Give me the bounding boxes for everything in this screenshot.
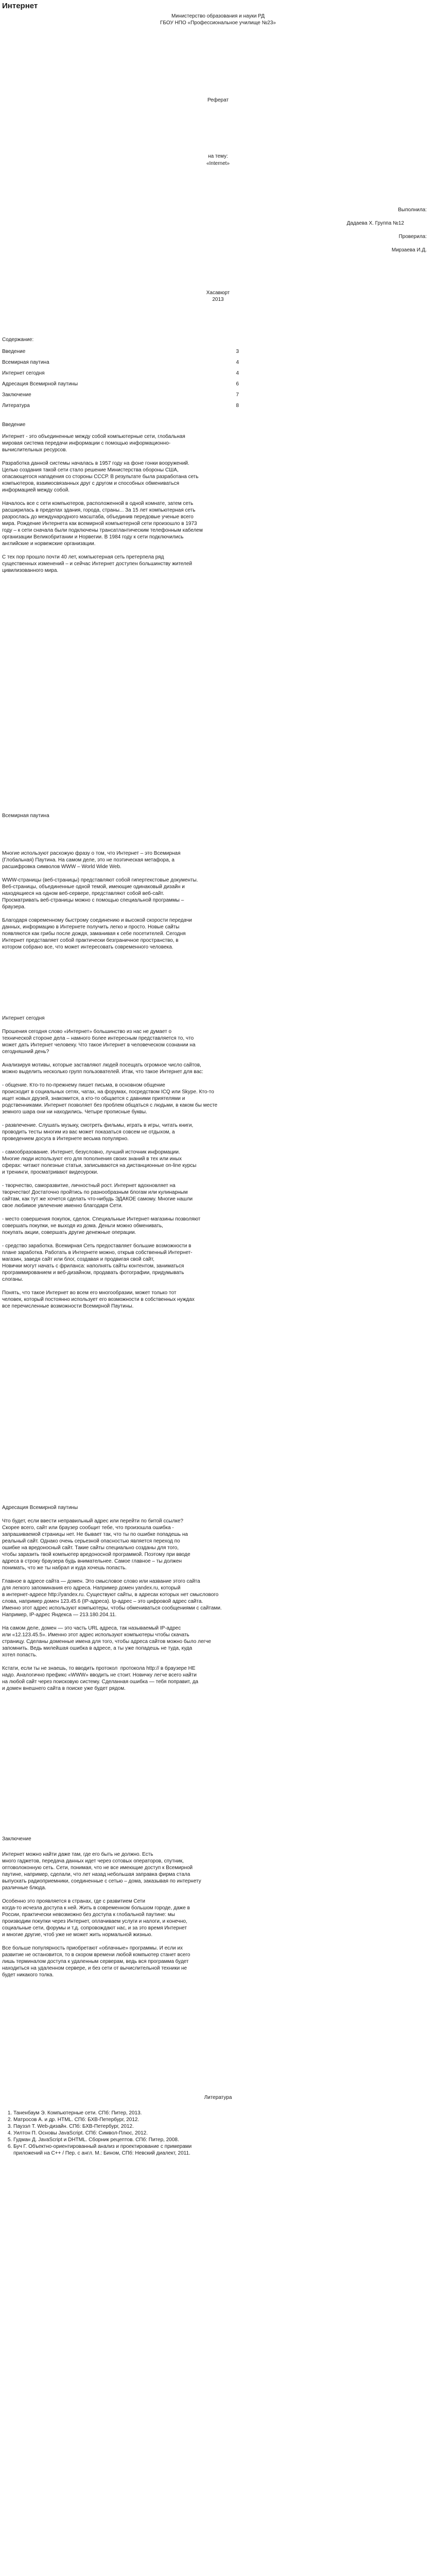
toc-item[interactable]: Адресация Всемирной паутины 6: [2, 381, 239, 387]
paragraph: Началось все с сети компьютеров, расположенной в одной комнате, затем сеть расширилась в пределах здания, города, страны... За 15 лет компьютерная сеть разрослась до международного масштаба, объединив передовые ученые всего мира. Рождение Интернета как всемирной компьютерной сети произошло в 1973 году – к сети сначала были подключены трансатлантическим телефонным кабелем организации Великобритании и Норвегии. В 1984 году к сети подключились английские и норвежские организации.: [2, 501, 203, 547]
document-title: Интернет: [2, 2, 38, 10]
addressing-body: [2, 1518, 419, 1699]
paragraph: Интернет можно найти даже там, где его быть не должно. Есть много гаджетов, передача данных идет через сотовых операторов, спутник, оптоволоконную сеть. Сети, понимая, что не все имеющие доступ к Всемирной паутине, например, сделали, что лет назад небольшая заправка фирма стала выпускать радиоприемники, соединенные с сетью – дома, заказывая по интернету различные блюда.: [2, 1852, 201, 1891]
paragraph: Благодаря современному быстрому соединению и высокой скорости передачи данных, информацию в Интернете получить легко и просто. Новые сайты появляются как грибы после дождя, заманивая к себе посетителей. Сегодня Интернет представляет собой практически безграничное пространство, в котором собрано все, что может интересовать современного человека.: [2, 918, 192, 950]
toc-item[interactable]: Всемирная паутина 4: [2, 360, 239, 365]
checked-label: Проверила:: [398, 234, 427, 240]
references-list: [2, 2110, 419, 2157]
reference-item: 3. Паузэл Т. Web-дизайн. СПб: БХВ-Петербург, 2012.: [13, 2123, 419, 2130]
paragraph: - творчество, саморазвитие, личностный рост. Интернет вдохновляет на творчество! Достаточно пройтись по разнообразным блогам или кулинарным сайтам, как тут же хочется сделать что-нибудь ЭДАКОЕ самому. Многие нашли свое любимое увлечение именно благодаря Сети.: [2, 1183, 193, 1209]
table-of-contents: [2, 348, 239, 413]
paragraph: Кстати, если ты не знаешь, то вводить протокол протокола http:// в браузере НЕ надо. Аналогично префикс «WWW» вводить не стоит. Новичку легче всего найти на любой сайт через поисковую систему. Сделанная ошибка — тебя поправит, да и домен внешнего сайта в поиске уже будет рядом.: [2, 1666, 199, 1691]
section-heading-conclusion: Заключение: [2, 1836, 31, 1842]
reference-item: 4. Уилтон П. Основы JavaScript. СПб: Символ-Плюс, 2012.: [13, 2130, 419, 2137]
paragraph: - самообразование. Интернет, безусловно, лучший источник информации. Многие люди используют его для пополнения своих знаний в тех или иных сферах: читают полезные статьи, записываются на дистанционные on-line курсы и тренинги, просматривают видеоуроки.: [2, 1149, 197, 1175]
doc-type: Реферат: [207, 97, 229, 103]
paragraph: Многие используют расхожую фразу о том, что Интернет – это Всемирная (Глобальная) Паутина. На самом деле, это не поэтическая метафора, а расшифровка символов WWW – World Wide Web.: [2, 851, 181, 870]
paragraph: Интернет - это объединенные между собой компьютерные сети, глобальная мировая система передачи информации с помощью информационно- вычислительных ресурсов.: [2, 434, 185, 453]
reference-item: 5. Гудман Д. JavaScript и DHTML. Сборник рецептов. СПб: Питер, 2008.: [13, 2137, 419, 2143]
conclusion-body: [2, 1851, 419, 1985]
performed-name: Дадаева Х. Группа №12: [346, 221, 404, 226]
paragraph: Разработка данной системы началась в 1957 году на фоне гонки вооружений. Целью создания такой сети стало решение Министерства обороны США, опасающегося нападения со стороны СССР. В результате была разработана сеть компьютеров, взаимосвязанных друг с другом и способных обмениваться информацией между собой.: [2, 461, 199, 493]
intro-body: [2, 433, 419, 581]
paragraph: - общение. Кто-то по-прежнему пишет письма, в основном общение происходит в социальных сетях, чатах, на форумах, посредством ICQ или Skype. Кто-то ищет новых друзей, знакомится, а кто-то общается с давними приятелями и родственниками. Интернет позволяет без проблем общаться с людьми, в каком бы месте земного шара они ни находились. Четыре прописные буквы.: [2, 1082, 218, 1115]
toc-item[interactable]: Литература 8: [2, 403, 239, 409]
ministry-line: Министерство образования и науки РД: [171, 13, 265, 19]
toc-heading: Содержание:: [2, 337, 34, 343]
reference-item: 1. Таненбаум Э. Компьютерные сети. СПб: Питер, 2013.: [13, 2110, 419, 2116]
today-body: [2, 1028, 419, 1316]
section-heading-addressing: Адресация Всемирной паутины: [2, 1505, 78, 1511]
paragraph: - развлечение. Слушать музыку, смотреть фильмы, играть в игры, читать книги, проводить тесты многим из вас может показаться совсем не отдыхом, а проведением досуга в Интернете весьма популярно.: [2, 1123, 194, 1142]
paragraph: Понять, что такое Интернет во всем его многообразии, может только тот человек, который постоянно использует его возможности в собственных нуждах все перечисленные возможности Всемирной Паутины.: [2, 1290, 195, 1309]
toc-item[interactable]: Интернет сегодня 4: [2, 370, 239, 376]
section-heading-www: Всемирная паутина: [2, 813, 49, 819]
checked-name: Мирзаева И.Д.: [391, 247, 427, 253]
paragraph: - средство заработка. Всемирная Сеть предоставляет большие возможности в плане заработка. Работать в Интернете можно, открыв собственный Интернет- магазин, заведя сайт или блог, создавая и продвигая свой сайт, Новички могут начать с фриланса: наполнять сайты контентом, заниматься программированием и веб-дизайном, продавать фотографии, придумывать слоганы.: [2, 1243, 193, 1282]
paragraph: Особенно это проявляется в странах, где с развитием Сети когда-то исчезла доступа к ней. Жить в современном большом городе, даже в России, практически невозможно без доступа к глобальной паутине: мы производим покупки через Интернет, оплачиваем услуги и налоги, и конечно, социальные сети, форумы и т.д. сопровождают нас, и за это время Интернет и многие другие, чтоб уже не может жить нормальной жизнью.: [2, 1899, 190, 1938]
paragraph: Анализируя мотивы, которые заставляют людей посещать огромное число сайтов, можно выделить несколько групп пользователей. Итак, что такое Интернет для вас:: [2, 1062, 203, 1075]
www-body: [2, 850, 419, 957]
performed-label: Выполнила:: [398, 207, 427, 213]
section-heading-today: Интернет сегодня: [2, 1015, 45, 1021]
toc-item[interactable]: Заключение 7: [2, 392, 239, 398]
section-heading-intro: Введение: [2, 422, 26, 428]
section-heading-references: Литература: [204, 2095, 232, 2100]
reference-item: 2. Матросов А. и др. HTML. СПб: БХВ-Петербург, 2012.: [13, 2116, 419, 2123]
year: 2013: [212, 297, 224, 302]
school-line: ГБОУ НПО «Профессиональное училище №23»: [160, 20, 276, 26]
toc-item[interactable]: Введение 3: [2, 349, 239, 354]
paragraph: WWW-страницы (веб-страницы) представляют собой гипертекстовые документы. Веб-страницы, объединенные одной темой, имеющие одинаковый дизайн и находящиеся на одном веб-сервере, представляют собой веб-сайт. Просматривать веб-страницы можно с помощью специальной программы – браузера.: [2, 877, 198, 910]
city: Хасавюрт: [206, 290, 230, 296]
paragraph: - место совершения покупок, сделок. Специальные Интернет-магазины позволяют совершать покупки, не выходя из дома. Деньги можно обменивать, покупать акции, совершать другие денежные операции.: [2, 1216, 201, 1235]
topic-label: на тему:: [208, 154, 228, 159]
paragraph: Все больше популярность приобретают «облачные» программы. И если их развитие не остановится, то в скором времени любой компьютер станет всего лишь терминалом доступа к удаленным серверам, ведь вся программа будет находиться на удаленном сервере, и без сети от вычислительной техники не будет никакого толка.: [2, 1945, 190, 1978]
reference-item: 6. Буч Г. Объектно-ориентированный анализ и проектирование с примерами приложений на C++ / Пер. с англ. М.: Бином, СПб: Невский диалект, 2011.: [13, 2143, 419, 2157]
paragraph: Что будет, если ввести неправильный адрес или перейти по битой ссылке? Скорее всего, сайт или браузер сообщит тебе, что произошла ошибка - запрашиваемой страницы нет. Не бывает так, что ты по ошибке попадешь на реальный сайт. Однако очень серьезной опасностью является переход по ошибке на вредоносный сайт. Такие сайты специально созданы для того, чтобы заразить твой компьютер вредоносной программой. Поэтому при вводе адреса в строку браузера будь внимательнее. Самое главное – ты должен понимать, что же ты набрал и куда хочешь попасть.: [2, 1518, 190, 1571]
paragraph: Главное в адресе сайта — домен. Это смысловое слово или название этого сайта для легкого запоминания его адреса. Например домен yandex.ru, который в интернет-адресе http://yandex.ru. Существуют сайты, в адресах которых нет смыслового слова, например домен 123.45.6 (IP-адреса). Ip-адрес – это цифровой адрес сайта. Именно этот адрес используют компьютеры, чтобы обмениваться сообщениями с сайтами. Например, IP-адрес Яндекса — 213.180.204.11.: [2, 1579, 222, 1618]
paragraph: На самом деле, домен — это часть URL адреса, так называемый IP-адрес или «12.123.45.5». Именно этот адрес используют компьютеры чтобы скачать страницу. Сделаны доменные имена для того, чтобы адреса сайтов можно было легче запомнить. Ведь милейшая ошибка в адресе, а ты уже попадешь не туда, куда хотел попасть.: [2, 1625, 211, 1658]
topic-title: «Internet»: [206, 161, 230, 166]
paragraph: С тех пор прошло почти 40 лет, компьютерная сеть претерпела ряд существенных изменений – и сейчас Интернет доступен большинству жителей цивилизованного мира.: [2, 554, 193, 573]
paragraph: Прошения сегодня слово «Интернет» большинство из нас не думает о технической стороне дела – намного более интересным представляется то, что может дать Интернет человеку. Что такое Интернет в человеческом сознании на сегодняшний день?: [2, 1029, 196, 1055]
